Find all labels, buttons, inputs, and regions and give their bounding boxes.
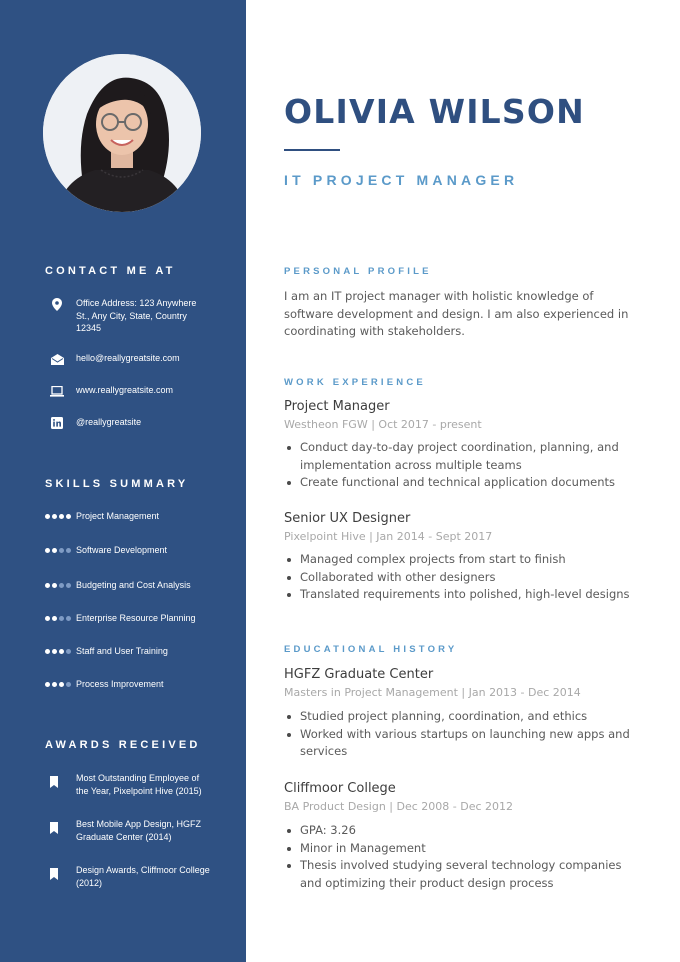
- education-entry-title: Cliffmoor College: [284, 781, 396, 796]
- email-icon: [48, 352, 66, 366]
- skill-dot-filled: [45, 649, 50, 654]
- skill-dot-empty: [59, 616, 64, 621]
- work-heading: WORK EXPERIENCE: [284, 377, 426, 388]
- education-heading: EDUCATIONAL HISTORY: [284, 644, 458, 655]
- bullet-item: Collaborated with other designers: [284, 569, 644, 587]
- skill-dot-filled: [45, 583, 50, 588]
- contact-linkedin-text: @reallygreatsite: [76, 417, 142, 427]
- awards-heading: AWARDS RECEIVED: [45, 739, 201, 751]
- skill-item: [45, 613, 196, 623]
- linkedin-icon: [48, 416, 66, 430]
- award-item: [50, 864, 220, 890]
- award-text: Most Outstanding Employee of the Year, Pixelpoint Hive (2015): [76, 773, 202, 796]
- bullet-item: GPA: 3.26: [284, 822, 644, 840]
- contact-website[interactable]: [48, 384, 228, 398]
- skill-label: Software Development: [76, 545, 168, 555]
- education-entry-subtitle: Masters in Project Management | Jan 2013 - Dec 2014: [284, 686, 581, 699]
- contact-address: [48, 297, 228, 335]
- skill-dot-filled: [66, 514, 71, 519]
- education-entry-bullets: [284, 708, 644, 761]
- skill-dot-filled: [52, 649, 57, 654]
- skill-dot-filled: [59, 682, 64, 687]
- skill-dot-filled: [52, 583, 57, 588]
- skill-dot-filled: [52, 548, 57, 553]
- profile-text: I am an IT project manager with holistic knowledge of software development and design. I am also experienced in coordinating with stakeholders.: [284, 289, 629, 338]
- education-entry-title: HGFZ Graduate Center: [284, 667, 434, 682]
- award-text: Design Awards, Cliffmoor College (2012): [76, 865, 210, 888]
- bookmark-icon: [50, 772, 62, 792]
- bookmark-icon: [50, 864, 62, 884]
- award-item: [50, 772, 220, 798]
- skill-dot-empty: [66, 616, 71, 621]
- skill-dot-filled: [45, 514, 50, 519]
- contact-email[interactable]: [48, 352, 228, 366]
- skill-item: [45, 646, 168, 656]
- skills-heading: SKILLS SUMMARY: [45, 478, 189, 490]
- bullet-item: Thesis involved studying several technology companies and optimizing their product design process: [284, 857, 644, 892]
- skill-dot-filled: [52, 682, 57, 687]
- job-title: IT PROJECT MANAGER: [284, 172, 519, 188]
- skill-dot-filled: [45, 616, 50, 621]
- skill-dot-filled: [45, 682, 50, 687]
- person-name: OLIVIA WILSON: [284, 92, 585, 131]
- bookmark-icon: [50, 818, 62, 838]
- profile-heading: PERSONAL PROFILE: [284, 266, 432, 277]
- location-pin-icon: [48, 297, 66, 311]
- work-entry-title: Senior UX Designer: [284, 511, 411, 526]
- contact-website-text: www.reallygreatsite.com: [76, 385, 174, 395]
- bullet-item: Worked with various startups on launching new apps and services: [284, 726, 644, 761]
- skill-dot-filled: [59, 649, 64, 654]
- skill-level-dots: [45, 548, 71, 553]
- skill-item: [45, 545, 167, 555]
- contact-linkedin[interactable]: [48, 416, 228, 430]
- laptop-icon: [48, 384, 66, 398]
- skill-level-dots: [45, 649, 71, 654]
- skill-item: [45, 679, 164, 689]
- skill-dot-empty: [59, 548, 64, 553]
- education-entry-subtitle: BA Product Design | Dec 2008 - Dec 2012: [284, 800, 514, 813]
- skill-dot-empty: [59, 583, 64, 588]
- skill-dot-filled: [45, 548, 50, 553]
- work-entry-bullets: [284, 439, 644, 492]
- bullet-item: Translated requirements into polished, high-level designs: [284, 586, 644, 604]
- skill-dot-empty: [66, 583, 71, 588]
- bullet-item: Conduct day-to-day project coordination, planning, and implementation across multiple teams: [284, 439, 644, 474]
- bullet-item: Minor in Management: [284, 840, 644, 858]
- award-text: Best Mobile App Design, HGFZ Graduate Center (2014): [76, 819, 202, 842]
- bullet-item: Create functional and technical application documents: [284, 474, 644, 492]
- main-content: [246, 0, 680, 962]
- sidebar: [0, 0, 246, 962]
- skill-label: Process Improvement: [76, 679, 164, 689]
- bullet-item: Studied project planning, coordination, and ethics: [284, 708, 644, 726]
- skill-dot-filled: [52, 616, 57, 621]
- work-entry-subtitle: Westheon FGW | Oct 2017 - present: [284, 418, 482, 431]
- title-divider: [284, 149, 340, 151]
- skill-label: Budgeting and Cost Analysis: [76, 580, 191, 590]
- contact-email-text: hello@reallygreatsite.com: [76, 353, 180, 363]
- skill-item: [45, 580, 191, 590]
- skill-dot-empty: [66, 682, 71, 687]
- bullet-item: Managed complex projects from start to finish: [284, 551, 644, 569]
- skill-label: Project Management: [76, 511, 160, 521]
- skill-dot-filled: [52, 514, 57, 519]
- skill-level-dots: [45, 616, 71, 621]
- work-entry-subtitle: Pixelpoint Hive | Jan 2014 - Sept 2017: [284, 530, 493, 543]
- award-item: [50, 818, 220, 844]
- skill-label: Staff and User Training: [76, 646, 168, 656]
- skill-level-dots: [45, 583, 71, 588]
- skill-level-dots: [45, 682, 71, 687]
- profile-photo: [43, 54, 201, 212]
- skill-dot-empty: [66, 548, 71, 553]
- work-entry-title: Project Manager: [284, 399, 390, 414]
- contact-address-text: Office Address: 123 Anywhere St., Any City, State, Country 12345: [76, 298, 197, 333]
- skill-dot-filled: [59, 514, 64, 519]
- skill-label: Enterprise Resource Planning: [76, 613, 196, 623]
- skill-dot-empty: [66, 649, 71, 654]
- skill-item: [45, 511, 159, 521]
- skill-level-dots: [45, 514, 71, 519]
- education-entry-bullets: [284, 822, 644, 892]
- work-entry-bullets: [284, 551, 644, 604]
- contact-heading: CONTACT ME AT: [45, 265, 176, 277]
